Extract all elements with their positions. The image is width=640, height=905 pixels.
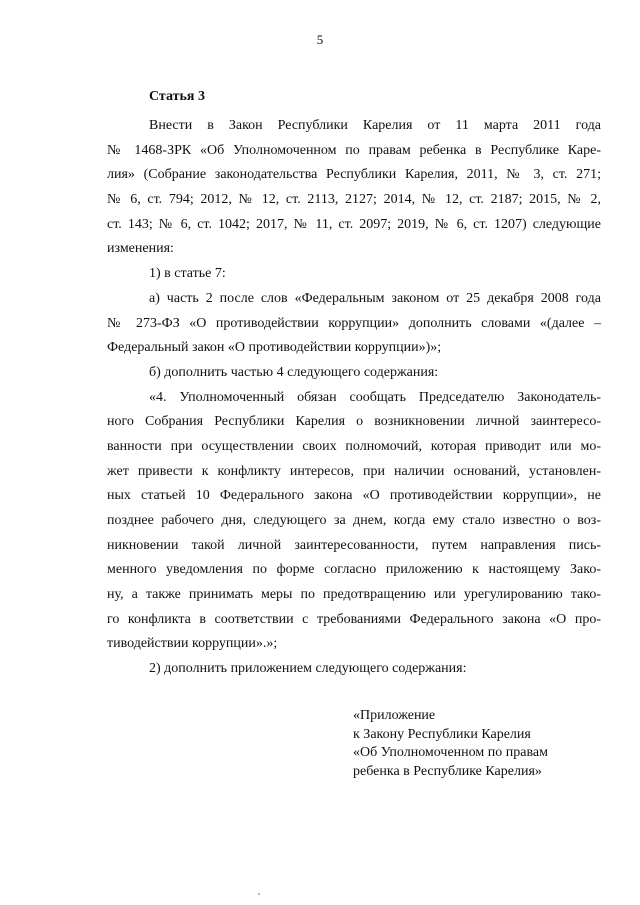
body-line: № 6, ст. 794; 2012, № 12, ст. 2113, 2127; 2014, № 12, ст. 2187; 2015, № 2, bbox=[107, 192, 601, 208]
body-line: го конфликта в соответствии с требованиями Федерального закона «О про- bbox=[107, 611, 601, 627]
body-line: ного Собрания Республики Карелия о возникновении личной заинтересо- bbox=[107, 414, 601, 430]
appendix-line: «Приложение bbox=[353, 708, 436, 723]
body-line: 1) в статье 7: bbox=[149, 266, 226, 282]
article-heading: Статья 3 bbox=[149, 89, 205, 104]
body-line: ст. 143; № 6, ст. 1042; 2017, № 11, ст. 2097; 2019, № 6, ст. 1207) следующие bbox=[107, 216, 601, 232]
body-line: а) часть 2 после слов «Федеральным законом от 25 декабря 2008 года bbox=[149, 290, 601, 306]
body-line: тиводействии коррупции».»; bbox=[107, 636, 278, 652]
appendix-line: ребенка в Республике Карелия» bbox=[353, 763, 542, 779]
body-line: никновении такой личной заинтересованности, путем направления пись- bbox=[107, 537, 601, 553]
body-line: лия» (Собрание законодательства Республики Карелия, 2011, № 3, ст. 271; bbox=[107, 167, 601, 183]
body-line: Внести в Закон Республики Карелия от 11 марта 2011 года bbox=[149, 118, 601, 133]
body-line: жет привести к конфликту интересов, при наличии оснований, установлен- bbox=[107, 463, 601, 479]
body-line: «4. Уполномоченный обязан сообщать Председателю Законодатель- bbox=[149, 389, 601, 405]
article-body bbox=[107, 114, 601, 682]
body-line: ну, а также принимать меры по предотвращению или урегулированию тако- bbox=[107, 587, 601, 603]
body-line: № 273-ФЗ «О противодействии коррупции» дополнить словами «(далее – bbox=[107, 315, 601, 331]
body-line: 2) дополнить приложением следующего содержания: bbox=[149, 661, 467, 677]
scan-speck bbox=[258, 893, 260, 895]
body-line: Федеральный закон «О противодействии коррупции»)»; bbox=[107, 340, 442, 356]
body-line: № 1468-ЗРК «Об Уполномоченном по правам ребенка в Республике Каре- bbox=[107, 142, 601, 158]
body-line: изменения: bbox=[107, 241, 174, 257]
appendix-line: «Об Уполномоченном по правам bbox=[353, 745, 548, 760]
body-line: ванности при осуществлении своих полномочий, которая приводит или мо- bbox=[107, 438, 601, 454]
body-line: ных статьей 10 Федерального закона «О противодействии коррупции», не bbox=[107, 488, 601, 504]
body-line: позднее рабочего дня, следующего за днем, когда ему стало известно о воз- bbox=[107, 513, 601, 528]
appendix-line: к Закону Республики Карелия bbox=[353, 726, 531, 742]
body-line: б) дополнить частью 4 следующего содержания: bbox=[149, 364, 439, 380]
appendix-caption bbox=[353, 707, 593, 781]
page-number: 5 bbox=[316, 32, 324, 47]
body-line: менного уведомления по форме согласно приложению к настоящему Зако- bbox=[107, 562, 601, 578]
